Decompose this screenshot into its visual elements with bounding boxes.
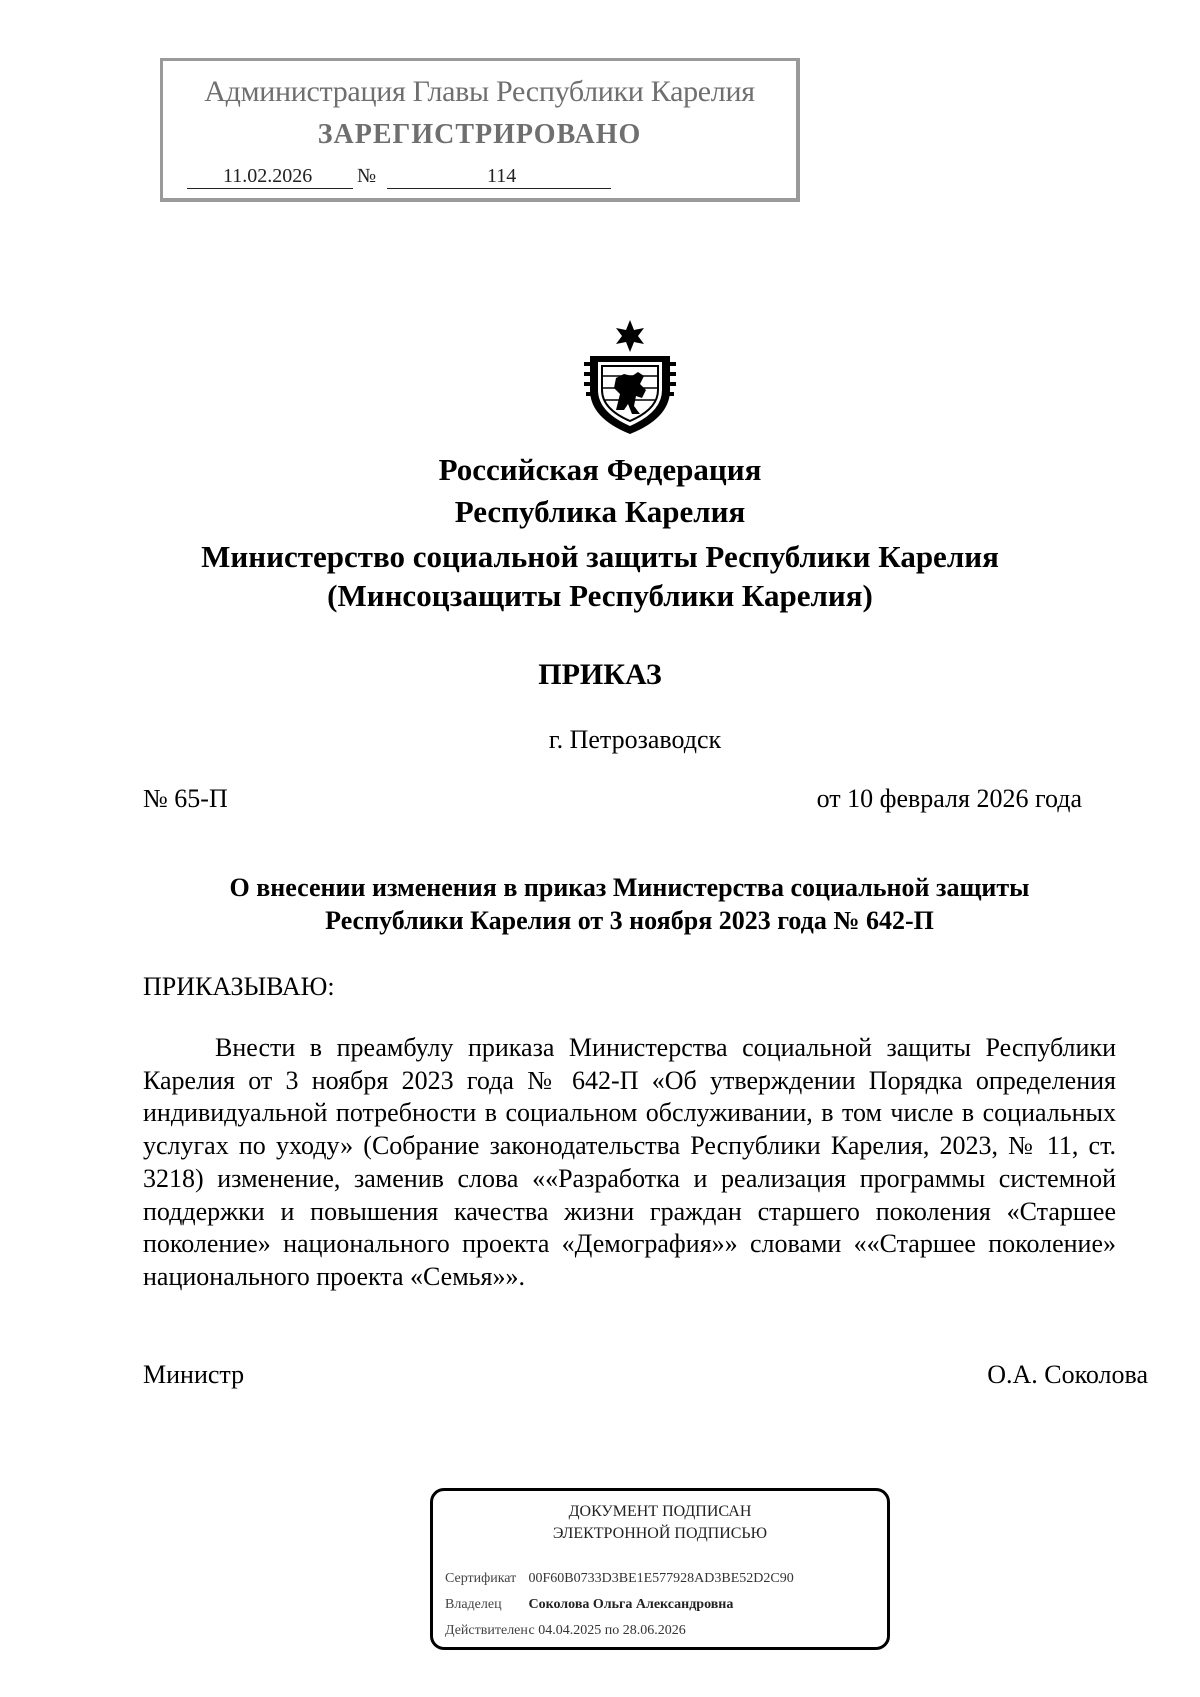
stamp-registration-line: [187, 165, 611, 189]
order-body: Внести в преамбулу приказа Министерства социальной защиты Республики Карелия от 3 ноября 2023 года № 642-П «Об утверждении Порядка определения индивидуальной потребности в социальном обслуживании, в том числе в социальных услугах по уходу» (Собрание законодательства Республики Карелия, 2023, № 11, ст. 3218) изменение, заменив слова ««Разработка и реализация программы системной поддержки и повышения качества жизни граждан старшего поколения «Старшее поколение» национального проекта «Демография»» словами ««Старшее поколение» национального проекта «Семья»».: [143, 1033, 1116, 1291]
e-signature-owner-row: [445, 1597, 733, 1613]
e-signature-stamp: [430, 1488, 890, 1650]
karelia-coat-of-arms-icon: [582, 318, 678, 436]
header-republic: Республика Карелия: [454, 494, 746, 529]
certificate-label: Сертификат: [445, 1571, 517, 1586]
validity-value: с 04.04.2025 по 28.06.2026: [528, 1623, 686, 1638]
e-signature-heading-1: ДОКУМЕНТ ПОДПИСАН: [568, 1503, 752, 1520]
order-number: № 65-П: [143, 784, 228, 813]
stamp-organization: Администрация Главы Республики Карелия: [204, 75, 755, 108]
signatory-name: О.А. Соколова: [987, 1360, 1148, 1389]
e-signature-certificate-row: [445, 1571, 794, 1587]
registration-stamp: [160, 58, 800, 202]
document-type: ПРИКАЗ: [538, 658, 662, 691]
stamp-status: ЗАРЕГИСТРИРОВАНО: [317, 119, 642, 150]
owner-label: Владелец: [445, 1597, 502, 1612]
order-date: от 10 февраля 2026 года: [816, 784, 1082, 813]
validity-label: Действителен: [445, 1623, 528, 1638]
stamp-number-sign: №: [357, 165, 377, 187]
signatory-role: Министр: [143, 1360, 245, 1389]
header-country: Российская Федерация: [438, 452, 762, 487]
subject-line-1: О внесении изменения в приказ Министерства социальной защиты: [229, 873, 1030, 902]
stamp-number: 114: [387, 165, 611, 189]
header-ministry: Министерство социальной защиты Республики Карелия: [201, 539, 999, 574]
subject-line-2: Республики Карелия от 3 ноября 2023 года № 642-П: [325, 906, 934, 935]
e-signature-heading-2: ЭЛЕКТРОННОЙ ПОДПИСЬЮ: [552, 1525, 768, 1542]
certificate-value: 00F60B0733D3BE1E577928AD3BE52D2C90: [528, 1571, 794, 1586]
e-signature-validity-row: [445, 1623, 686, 1639]
order-word: ПРИКАЗЫВАЮ:: [143, 972, 335, 1001]
city: г. Петрозаводск: [548, 725, 722, 754]
owner-value: Соколова Ольга Александровна: [528, 1597, 734, 1612]
header-ministry-short: (Минсоцзащиты Республики Карелия): [327, 578, 873, 613]
stamp-date: 11.02.2026: [187, 165, 353, 189]
